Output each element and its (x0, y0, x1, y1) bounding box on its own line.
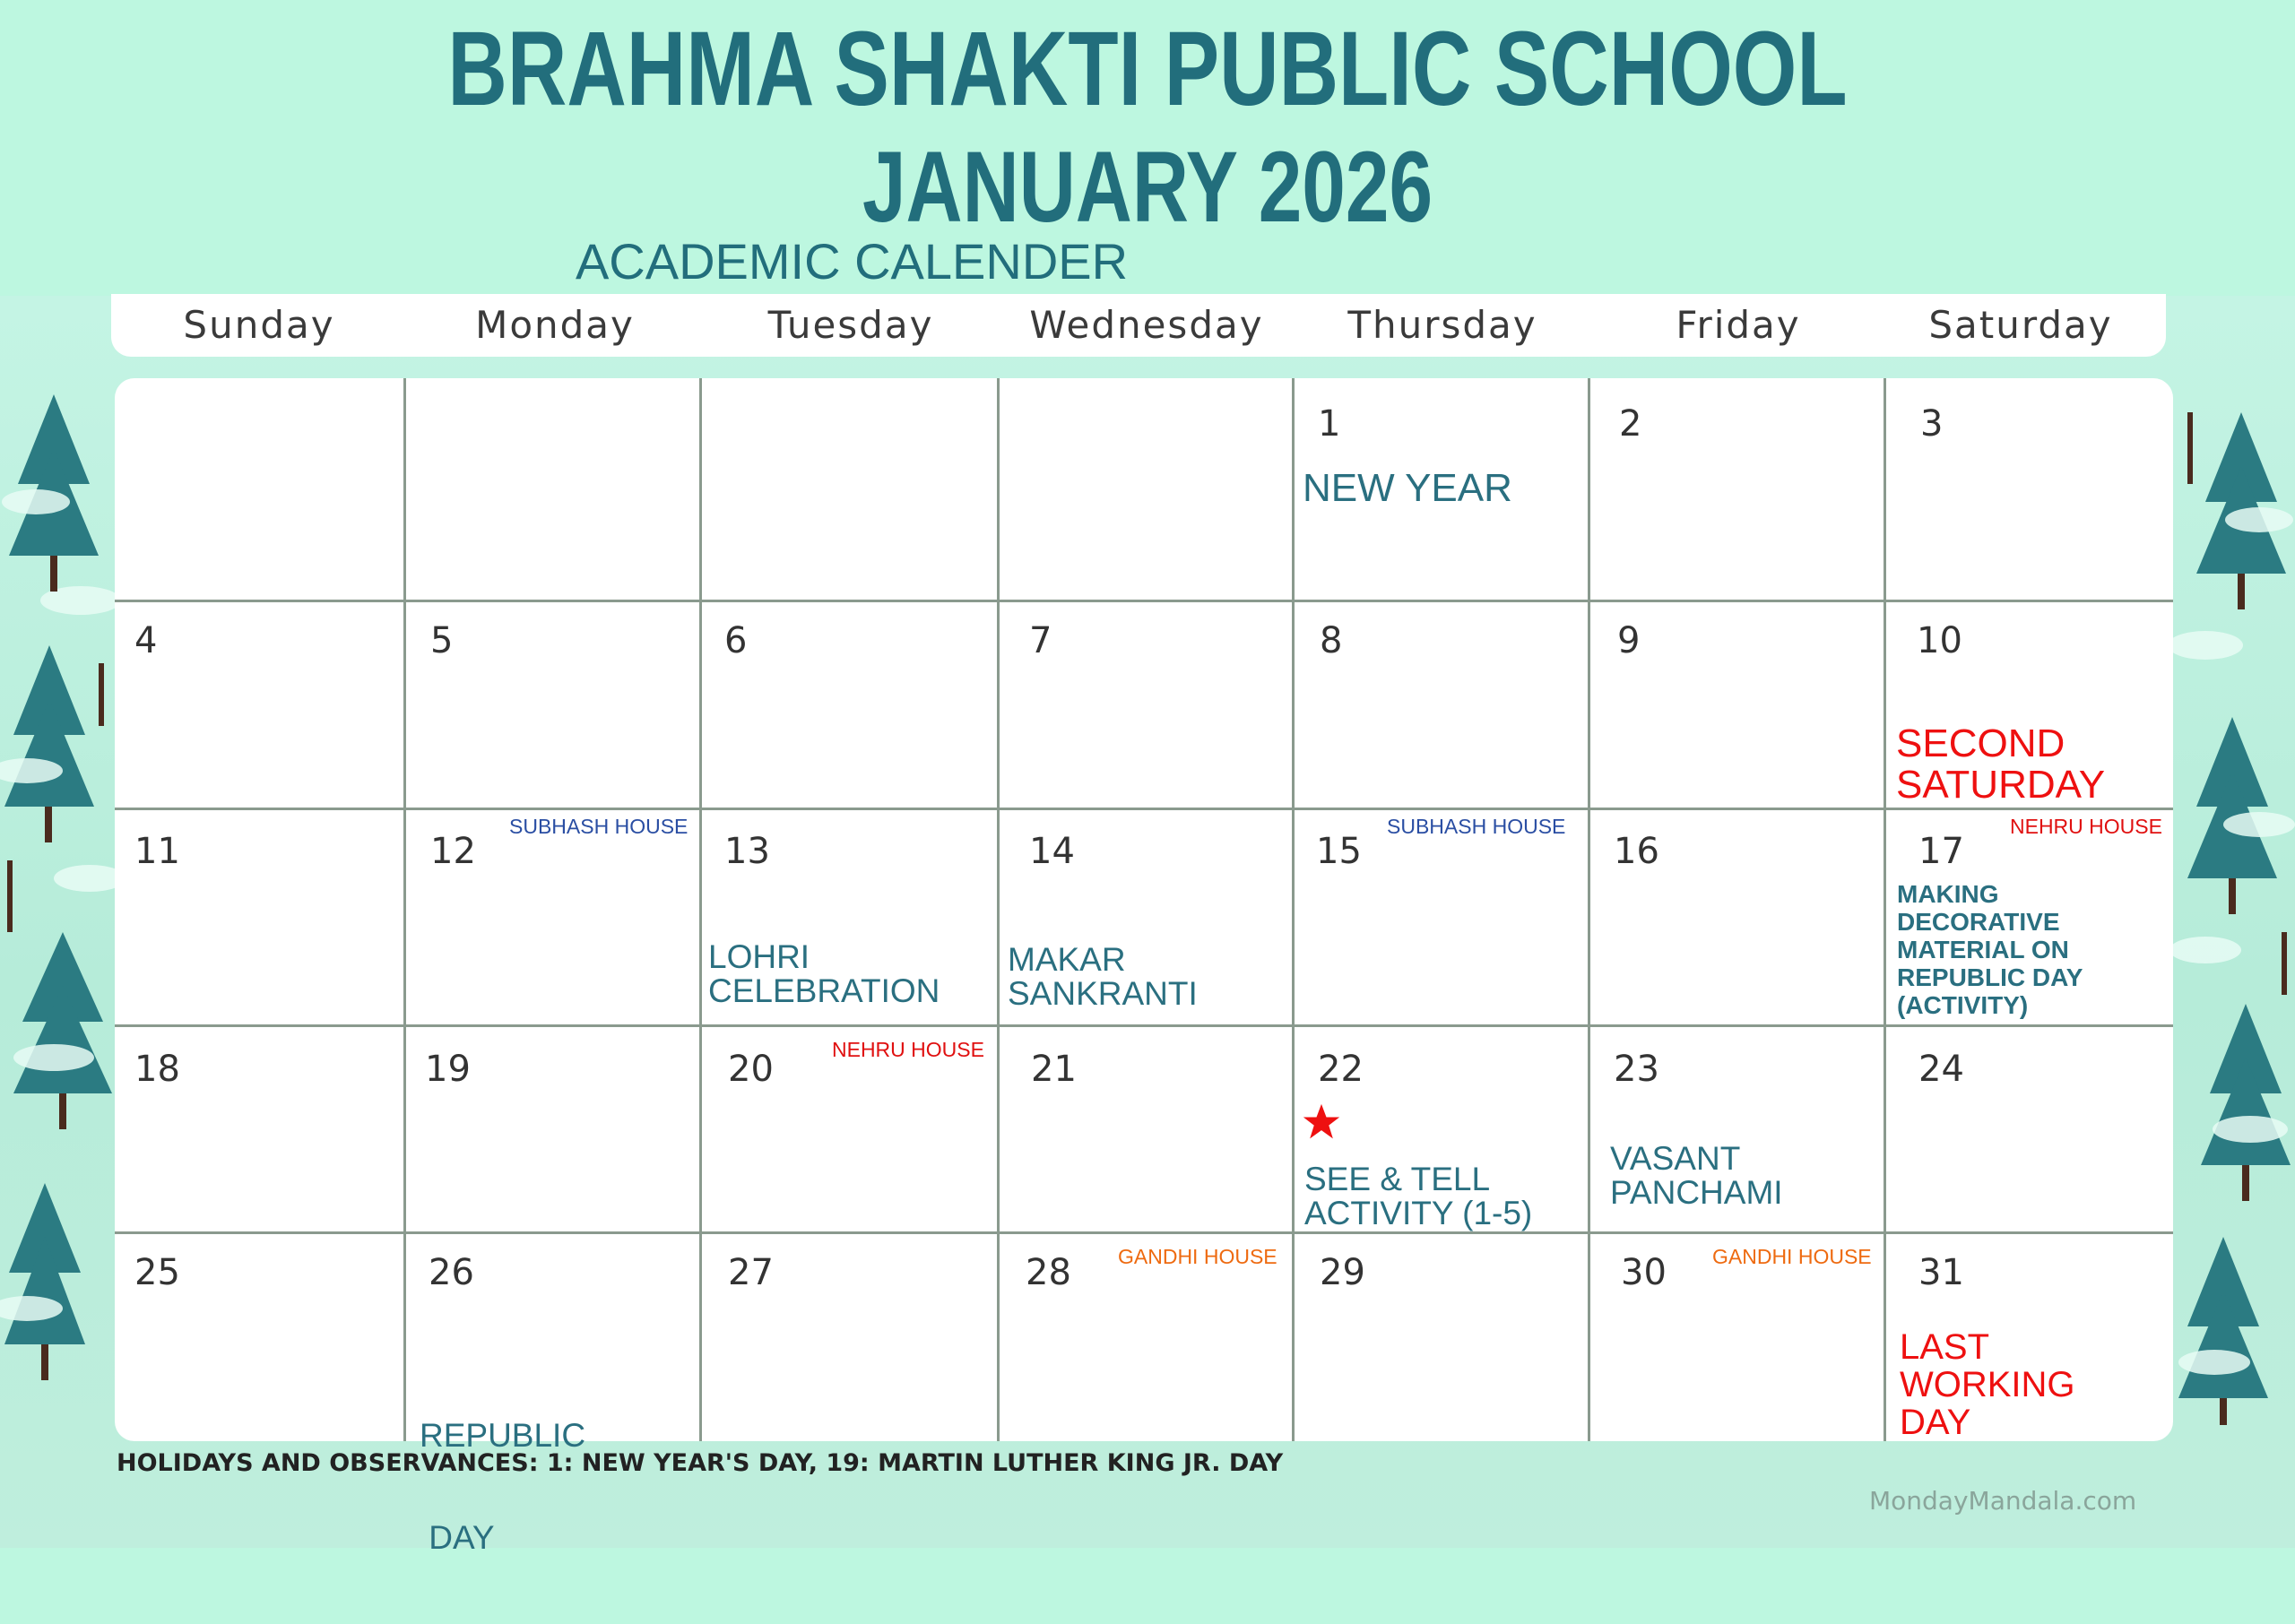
day-number: 9 (1617, 620, 1641, 661)
day-number: 17 (1918, 831, 1964, 872)
grid-divider (1588, 378, 1590, 1441)
event-line: PANCHAMI (1610, 1174, 1783, 1211)
house-label-subhash: SUBHASH HOUSE (509, 815, 688, 838)
event-line: DECORATIVE (1897, 908, 2060, 936)
event-vasant-panchami (1610, 1142, 1783, 1210)
day-number: 2 (1619, 403, 1642, 445)
event-lohri (708, 940, 940, 1008)
holidays-footer (117, 1449, 1283, 1477)
event-line: WORKING (1900, 1365, 2075, 1404)
event-republic-day (420, 1351, 585, 1623)
event-line: REPUBLIC DAY (1897, 963, 2083, 991)
house-label-nehru: NEHRU HOUSE (2010, 815, 2162, 838)
event-line: MAKAR (1008, 941, 1126, 978)
weekday-thursday: Thursday (1347, 303, 1537, 347)
day-number: 12 (430, 831, 476, 872)
grid-divider (115, 1024, 2173, 1027)
day-number: 21 (1031, 1049, 1077, 1090)
event-line: REPUBLIC (420, 1417, 586, 1454)
day-number: 23 (1614, 1049, 1659, 1090)
grid-divider (997, 378, 1000, 1441)
day-number: 3 (1920, 403, 1944, 445)
day-number: 11 (134, 831, 180, 872)
weekday-monday: Monday (475, 303, 635, 347)
grid-divider (699, 378, 702, 1441)
day-number: 28 (1026, 1252, 1071, 1293)
house-label-nehru: NEHRU HOUSE (832, 1038, 984, 1061)
event-line: DAY (1900, 1403, 1971, 1442)
event-line: ACTIVITY (1-5) (1304, 1195, 1533, 1231)
event-line: VASANT (1610, 1140, 1741, 1177)
weekday-header (111, 294, 2166, 357)
house-label-gandhi: GANDHI HOUSE (1712, 1245, 1872, 1268)
day-number: 31 (1918, 1252, 1964, 1293)
weekday-wednesday: Wednesday (1029, 303, 1264, 347)
day-number: 1 (1318, 403, 1341, 445)
event-line: SECOND (1896, 721, 2066, 765)
day-number: 29 (1320, 1252, 1365, 1293)
event-line: LAST (1900, 1327, 1990, 1367)
weekday-sunday: Sunday (183, 303, 335, 347)
day-number: 10 (1917, 620, 1962, 661)
day-number: 25 (134, 1252, 180, 1293)
event-line: MAKING (1897, 880, 1999, 908)
grid-divider (115, 600, 2173, 602)
event-line: SANKRANTI (1008, 975, 1198, 1012)
event-second-saturday (1896, 723, 2105, 806)
day-number: 24 (1918, 1049, 1964, 1090)
footer-label: HOLIDAYS AND OBSERVANCES: (117, 1449, 539, 1477)
day-number: 16 (1614, 831, 1659, 872)
day-number: 18 (134, 1049, 180, 1090)
event-makar-sankranti (1008, 943, 1198, 1011)
day-number: 26 (429, 1252, 474, 1293)
day-number: 14 (1029, 831, 1075, 872)
event-line: SATURDAY (1896, 763, 2106, 807)
day-number: 19 (425, 1049, 471, 1090)
month-title: JANUARY 2026 (862, 131, 1433, 243)
day-number: 27 (728, 1252, 774, 1293)
school-name: BRAHMA SHAKTI PUBLIC SCHOOL (447, 10, 1848, 128)
event-line: CELEBRATION (708, 972, 940, 1009)
day-number: 15 (1316, 831, 1362, 872)
event-making-decorative-material (1897, 880, 2083, 1019)
snowy-trees-right-icon (2169, 376, 2295, 1434)
event-see-and-tell (1304, 1162, 1532, 1231)
event-line: LOHRI (708, 938, 810, 975)
grid-divider (403, 378, 406, 1441)
grid-divider (115, 808, 2173, 810)
red-star-icon (1302, 1102, 1341, 1142)
day-number: 22 (1318, 1049, 1364, 1090)
day-number: 13 (724, 831, 770, 872)
day-number: 8 (1320, 620, 1343, 661)
snowy-trees-left-icon (0, 376, 126, 1434)
house-label-subhash: SUBHASH HOUSE (1387, 815, 1566, 838)
day-number: 4 (134, 620, 158, 661)
event-line: (ACTIVITY) (1897, 991, 2029, 1019)
day-number: 20 (728, 1049, 774, 1090)
weekday-friday: Friday (1676, 303, 1801, 347)
event-line: SEE & TELL (1304, 1161, 1491, 1197)
weekday-saturday: Saturday (1928, 303, 2113, 347)
day-number: 30 (1621, 1252, 1667, 1293)
event-new-year: NEW YEAR (1303, 466, 1512, 510)
weekday-tuesday: Tuesday (767, 303, 934, 347)
event-line: MATERIAL ON (1897, 936, 2069, 963)
footer-text: 1: NEW YEAR'S DAY, 19: MARTIN LUTHER KING JR. DAY (538, 1449, 1284, 1477)
grid-divider (1292, 378, 1295, 1441)
grid-divider (115, 1231, 2173, 1234)
event-line: DAY (420, 1519, 495, 1556)
grid-divider (1884, 378, 1886, 1441)
brand-watermark: MondayMandala.com (1869, 1486, 2137, 1516)
calendar-subtitle: ACADEMIC CALENDER (575, 233, 1129, 289)
day-number: 6 (724, 620, 748, 661)
day-number: 5 (430, 620, 454, 661)
day-number: 7 (1029, 620, 1052, 661)
house-label-gandhi: GANDHI HOUSE (1118, 1245, 1277, 1268)
event-last-working-day (1900, 1328, 2075, 1441)
